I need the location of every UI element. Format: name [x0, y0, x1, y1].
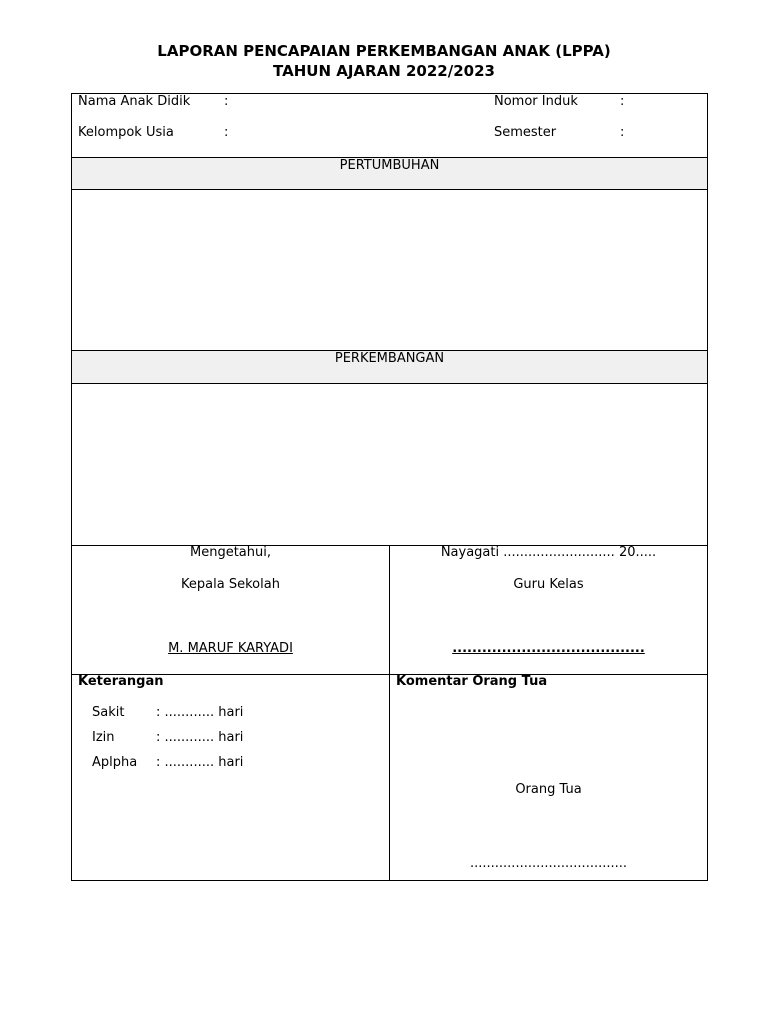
development-header: PERKEMBANGAN	[334, 351, 445, 366]
column-divider	[389, 545, 390, 880]
permission-value: : ............ hari	[156, 730, 244, 745]
student-number-label: Nomor Induk	[494, 94, 578, 109]
divider	[72, 383, 707, 384]
name-label: Nama Anak Didik	[78, 94, 191, 109]
divider	[72, 189, 707, 190]
sick-value: : ............ hari	[156, 705, 244, 720]
attendance-heading: Keterangan	[78, 674, 164, 689]
semester-colon: :	[620, 125, 625, 140]
age-group-label: Kelompok Usia	[78, 125, 174, 140]
headmaster-role: Kepala Sekolah	[181, 577, 280, 592]
age-group-colon: :	[224, 125, 229, 140]
name-colon: :	[224, 94, 229, 109]
report-form	[71, 93, 708, 881]
report-title: LAPORAN PENCAPAIAN PERKEMBANGAN ANAK (LPPA)	[157, 42, 611, 60]
headmaster-name: M. MARUF KARYADI	[168, 641, 293, 656]
sick-label: Sakit	[92, 705, 125, 720]
student-number-colon: :	[620, 94, 625, 109]
absent-value: : ............ hari	[156, 755, 244, 770]
academic-year-title: TAHUN AJARAN 2022/2023	[273, 62, 495, 80]
teacher-signature-blank: .......................................	[452, 641, 645, 656]
growth-header: PERTUMBUHAN	[339, 158, 440, 173]
teacher-role: Guru Kelas	[513, 577, 584, 592]
divider	[72, 674, 707, 675]
permission-label: Izin	[92, 730, 115, 745]
place-date: Nayagati ........................... 20.....	[440, 545, 657, 560]
parent-role: Orang Tua	[515, 782, 582, 797]
parent-comment-heading: Komentar Orang Tua	[396, 674, 548, 689]
parent-signature-blank: ......................................	[469, 856, 628, 871]
absent-label: Aplpha	[92, 755, 138, 770]
acknowledged-text: Mengetahui,	[190, 545, 271, 560]
semester-label: Semester	[494, 125, 557, 140]
